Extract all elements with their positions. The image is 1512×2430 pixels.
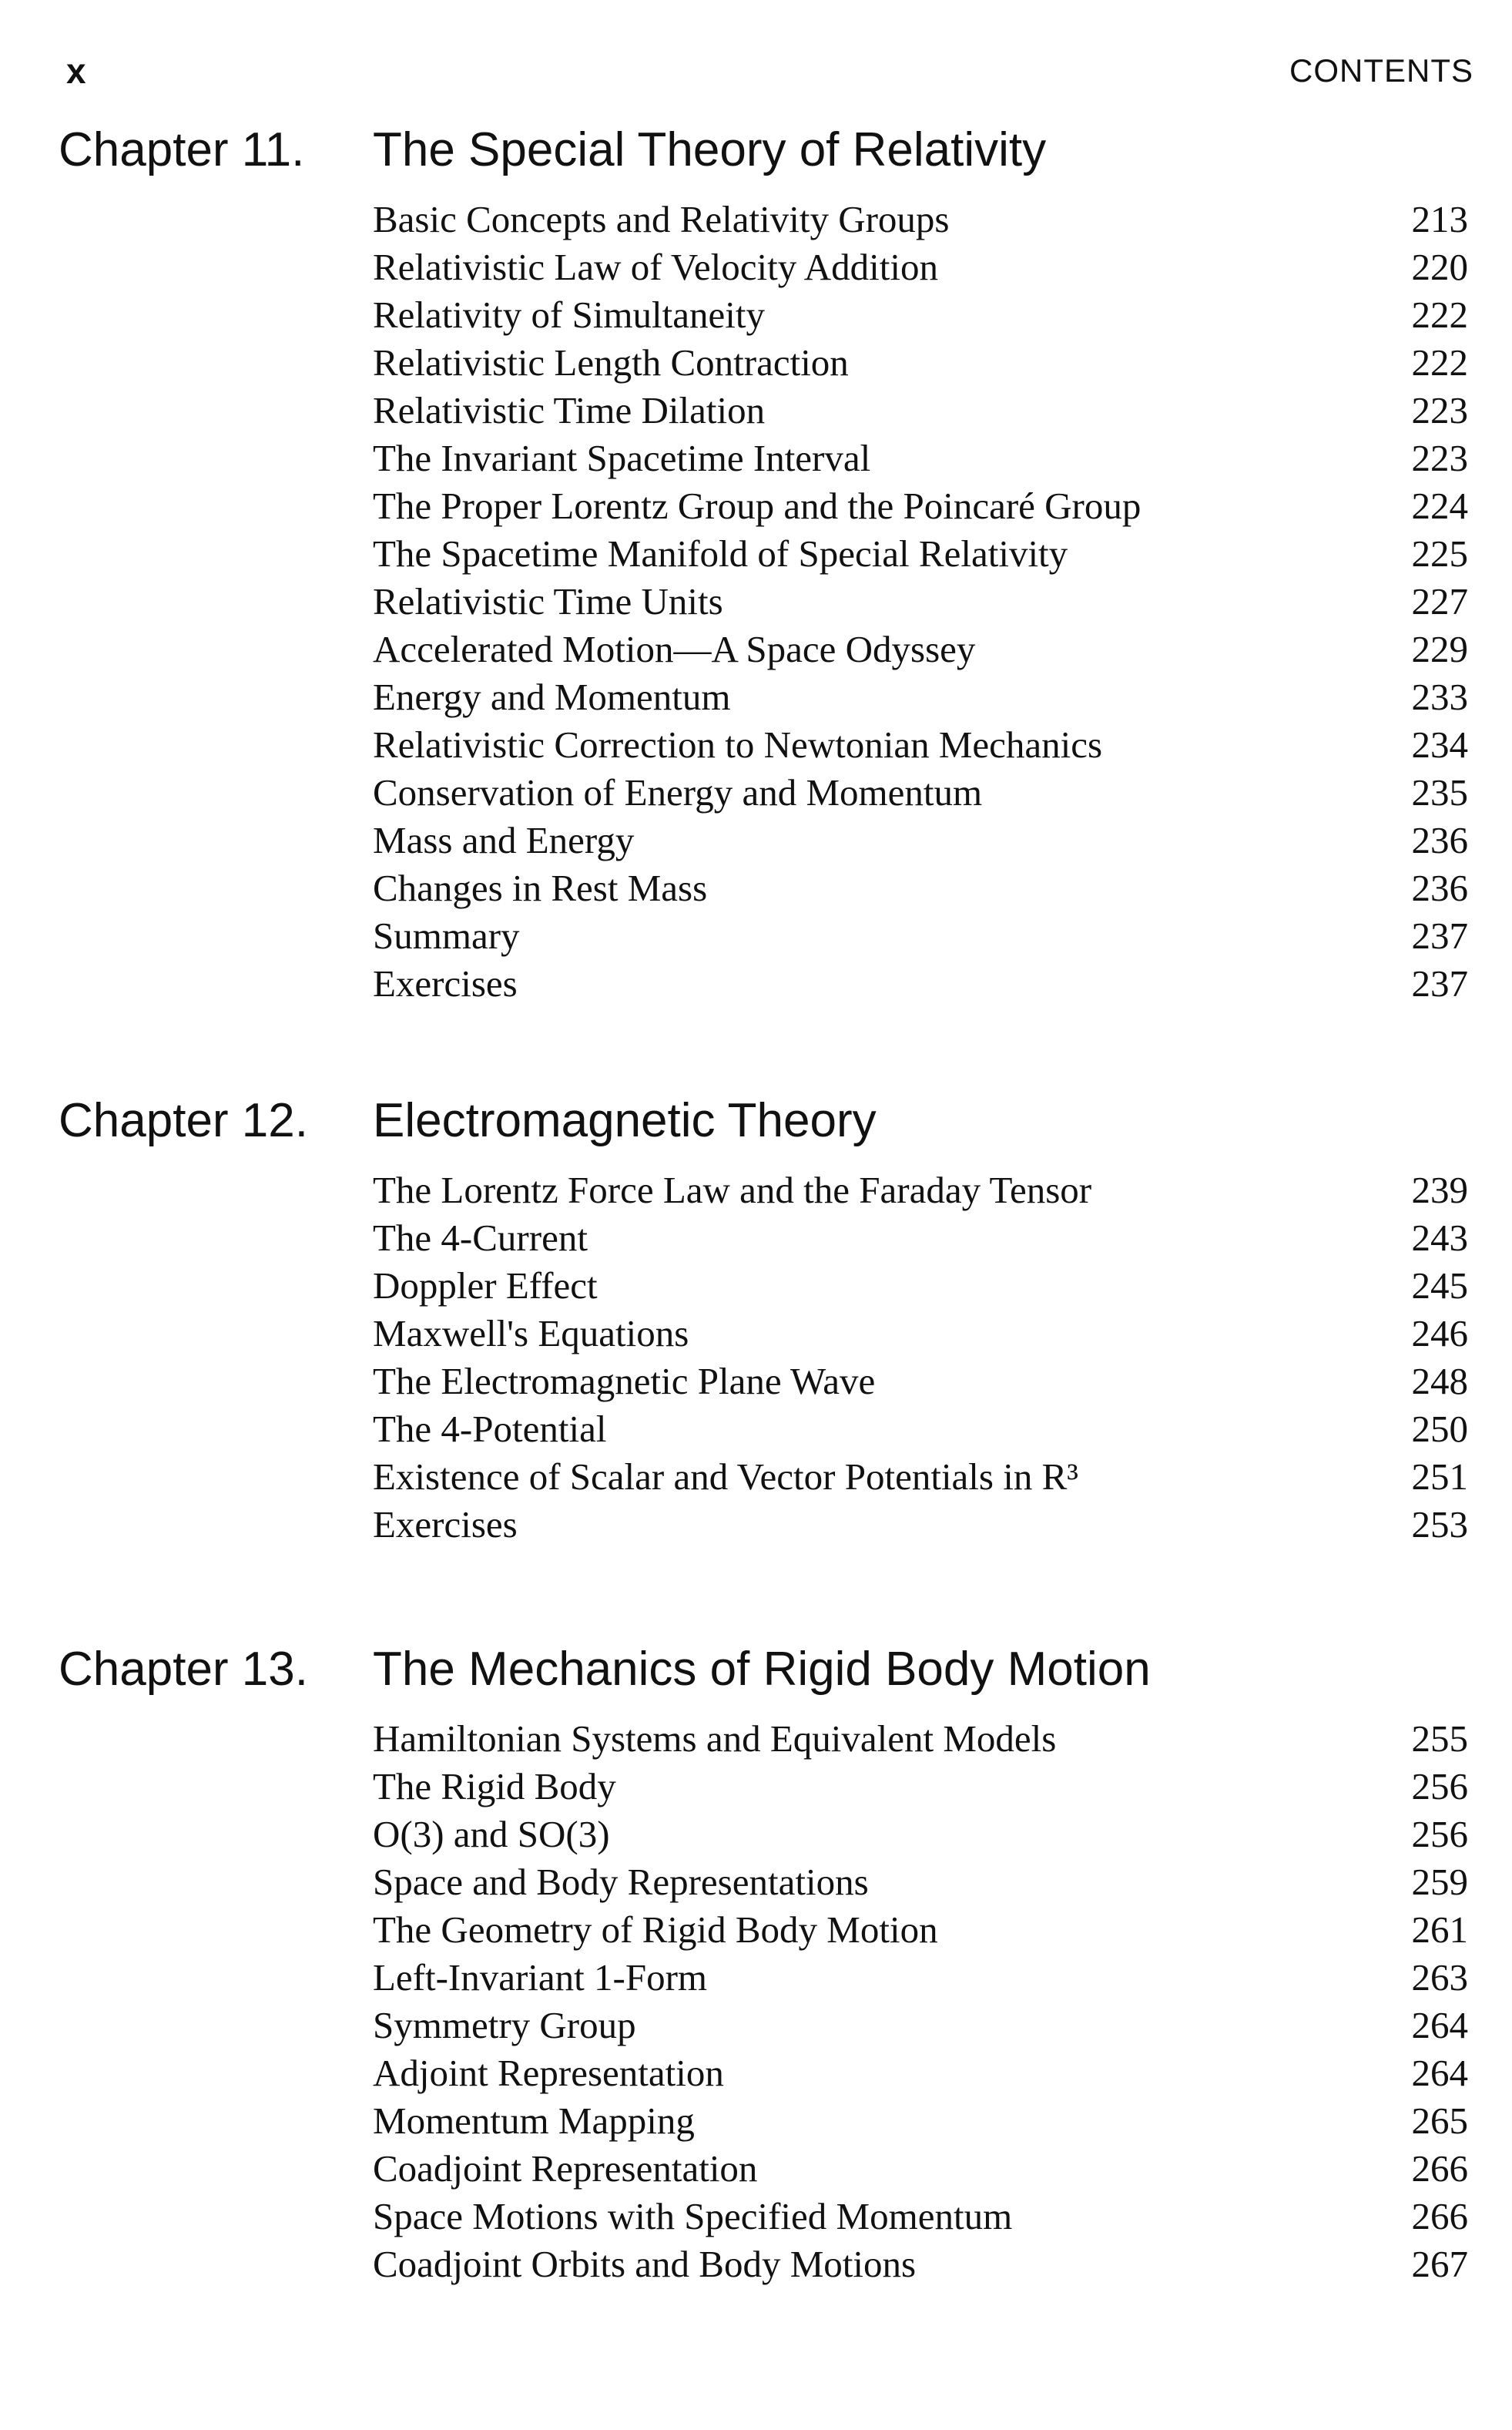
toc-entry-page-number: 222 [1411,294,1468,336]
toc-entry[interactable] [373,2049,1468,2097]
toc-entry-title: Relativistic Length Contraction [373,341,849,384]
chapter-entries [373,1166,1468,1549]
toc-entry[interactable] [373,291,1468,339]
toc-entry-page-number: 265 [1411,2099,1468,2142]
toc-entry-title: Basic Concepts and Relativity Groups [373,198,950,240]
toc-entry-title: The 4-Potential [373,1408,607,1450]
toc-entry[interactable] [373,1715,1468,1763]
toc-entry-title: Relativistic Law of Velocity Addition [373,246,938,288]
chapter-label: Chapter 11. [59,123,305,176]
toc-entry-title: Mass and Energy [373,819,635,861]
toc-entry[interactable] [373,196,1468,243]
chapter-entries [373,196,1468,1008]
toc-entry-page-number: 227 [1411,580,1468,623]
toc-entry-page-number: 236 [1411,819,1468,861]
toc-entry-page-number: 235 [1411,771,1468,814]
toc-entry-page-number: 246 [1411,1312,1468,1354]
toc-entry-page-number: 237 [1411,915,1468,957]
toc-entry[interactable] [373,912,1468,960]
toc-entry-page-number: 259 [1411,1861,1468,1903]
toc-entry-page-number: 256 [1411,1813,1468,1855]
toc-entry-page-number: 263 [1411,1956,1468,1999]
toc-entry[interactable] [373,482,1468,530]
toc-entry-page-number: 248 [1411,1360,1468,1402]
toc-entry-title: Existence of Scalar and Vector Potentials in R³ [373,1455,1078,1498]
chapter-label: Chapter 13. [59,1643,308,1696]
toc-entry-title: Relativistic Time Dilation [373,389,766,431]
toc-entry[interactable] [373,960,1468,1008]
chapter-entries [373,1715,1468,2288]
toc-entry[interactable] [373,339,1468,387]
toc-entry-page-number: 222 [1411,341,1468,384]
toc-entry[interactable] [373,1763,1468,1811]
toc-entry-title: Relativistic Time Units [373,580,723,623]
toc-entry-title: The Geometry of Rigid Body Motion [373,1908,938,1951]
toc-entry[interactable] [373,1358,1468,1405]
toc-entry[interactable] [373,2193,1468,2240]
toc-entry-title: Space Motions with Specified Momentum [373,2195,1013,2237]
toc-entry[interactable] [373,2145,1468,2193]
toc-entry-title: Energy and Momentum [373,676,731,718]
toc-entry[interactable] [373,1262,1468,1310]
toc-entry-title: Symmetry Group [373,2004,636,2046]
toc-entry-title: Summary [373,915,520,957]
toc-entry-title: Conservation of Energy and Momentum [373,771,983,814]
toc-entry-title: Left-Invariant 1-Form [373,1956,708,1999]
toc-entry[interactable] [373,1214,1468,1262]
toc-entry-page-number: 239 [1411,1169,1468,1211]
toc-entry-title: Changes in Rest Mass [373,867,708,909]
chapter-13 [0,1627,1512,2301]
toc-entry-title: Relativistic Correction to Newtonian Mechanics [373,723,1103,766]
toc-entry-title: Accelerated Motion—A Space Odyssey [373,628,976,670]
toc-entry-page-number: 266 [1411,2195,1468,2237]
toc-entry-page-number: 256 [1411,1765,1468,1807]
toc-entry-page-number: 237 [1411,962,1468,1005]
toc-entry-page-number: 267 [1411,2243,1468,2285]
running-head [66,48,1473,94]
chapter-heading [0,1079,1512,1163]
toc-entry-page-number: 223 [1411,389,1468,431]
chapter-label: Chapter 12. [59,1094,308,1147]
page-folio: x [66,51,86,91]
toc-entry[interactable] [373,721,1468,769]
toc-entry-title: Exercises [373,1503,518,1546]
toc-entry-page-number: 213 [1411,198,1468,240]
toc-entry[interactable] [373,1453,1468,1501]
toc-entry[interactable] [373,1166,1468,1214]
toc-entry-title: Adjoint Representation [373,2052,724,2094]
toc-entry[interactable] [373,1811,1468,1858]
toc-entry-page-number: 266 [1411,2147,1468,2190]
toc-entry-title: Maxwell's Equations [373,1312,689,1354]
toc-entry-title: Exercises [373,962,518,1005]
toc-entry[interactable] [373,530,1468,578]
toc-entry-page-number: 229 [1411,628,1468,670]
toc-entry-title: Coadjoint Representation [373,2147,758,2190]
toc-entry[interactable] [373,673,1468,721]
chapter-11 [0,108,1512,1020]
toc-entry-page-number: 250 [1411,1408,1468,1450]
chapter-heading [0,1627,1512,1712]
toc-entry[interactable] [373,1858,1468,1906]
toc-entry[interactable] [373,387,1468,435]
toc-entry-page-number: 261 [1411,1908,1468,1951]
toc-entry[interactable] [373,864,1468,912]
toc-entry[interactable] [373,817,1468,864]
toc-entry-page-number: 234 [1411,723,1468,766]
toc-entry-title: The 4-Current [373,1217,588,1259]
toc-entry-title: The Rigid Body [373,1765,616,1807]
toc-entry-title: The Invariant Spacetime Interval [373,437,871,479]
toc-entry[interactable] [373,243,1468,291]
toc-entry[interactable] [373,1405,1468,1453]
toc-entry-page-number: 223 [1411,437,1468,479]
toc-entry-page-number: 264 [1411,2052,1468,2094]
toc-entry-title: The Proper Lorentz Group and the Poincaré Group [373,485,1142,527]
chapter-12 [0,1079,1512,1561]
toc-entry-page-number: 220 [1411,246,1468,288]
toc-entry[interactable] [373,2240,1468,2288]
toc-entry[interactable] [373,2002,1468,2049]
chapter-heading [0,108,1512,193]
toc-entry-title: Coadjoint Orbits and Body Motions [373,2243,917,2285]
toc-entry-title: Relativity of Simultaneity [373,294,765,336]
toc-entry-page-number: 253 [1411,1503,1468,1546]
chapter-title: The Special Theory of Relativity [373,123,1047,176]
toc-entry-title: Space and Body Representations [373,1861,869,1903]
toc-entry-title: Hamiltonian Systems and Equivalent Models [373,1717,1057,1760]
toc-entry-page-number: 243 [1411,1217,1468,1259]
toc-entry-page-number: 255 [1411,1717,1468,1760]
toc-entry-title: The Spacetime Manifold of Special Relativity [373,532,1068,575]
toc-entry[interactable] [373,1501,1468,1549]
toc-entry-page-number: 251 [1411,1455,1468,1498]
toc-entry[interactable] [373,2097,1468,2145]
toc-entry[interactable] [373,578,1468,626]
toc-entry[interactable] [373,626,1468,673]
chapter-title: Electromagnetic Theory [373,1094,877,1147]
toc-entry[interactable] [373,1310,1468,1358]
toc-entry[interactable] [373,435,1468,482]
toc-entry[interactable] [373,769,1468,817]
toc-entry-title: Doppler Effect [373,1264,598,1307]
toc-entry-page-number: 224 [1411,485,1468,527]
chapter-title: The Mechanics of Rigid Body Motion [373,1643,1151,1696]
toc-entry[interactable] [373,1954,1468,2002]
toc-entry-title: The Electromagnetic Plane Wave [373,1360,876,1402]
toc-entry-title: O(3) and SO(3) [373,1813,610,1855]
toc-entry-title: Momentum Mapping [373,2099,695,2142]
toc-entry-page-number: 233 [1411,676,1468,718]
toc-entry-page-number: 245 [1411,1264,1468,1307]
running-title: CONTENTS [1289,52,1473,89]
toc-entry-title: The Lorentz Force Law and the Faraday Tensor [373,1169,1092,1211]
toc-entry-page-number: 225 [1411,532,1468,575]
toc-entry-page-number: 236 [1411,867,1468,909]
toc-entry-page-number: 264 [1411,2004,1468,2046]
toc-entry[interactable] [373,1906,1468,1954]
